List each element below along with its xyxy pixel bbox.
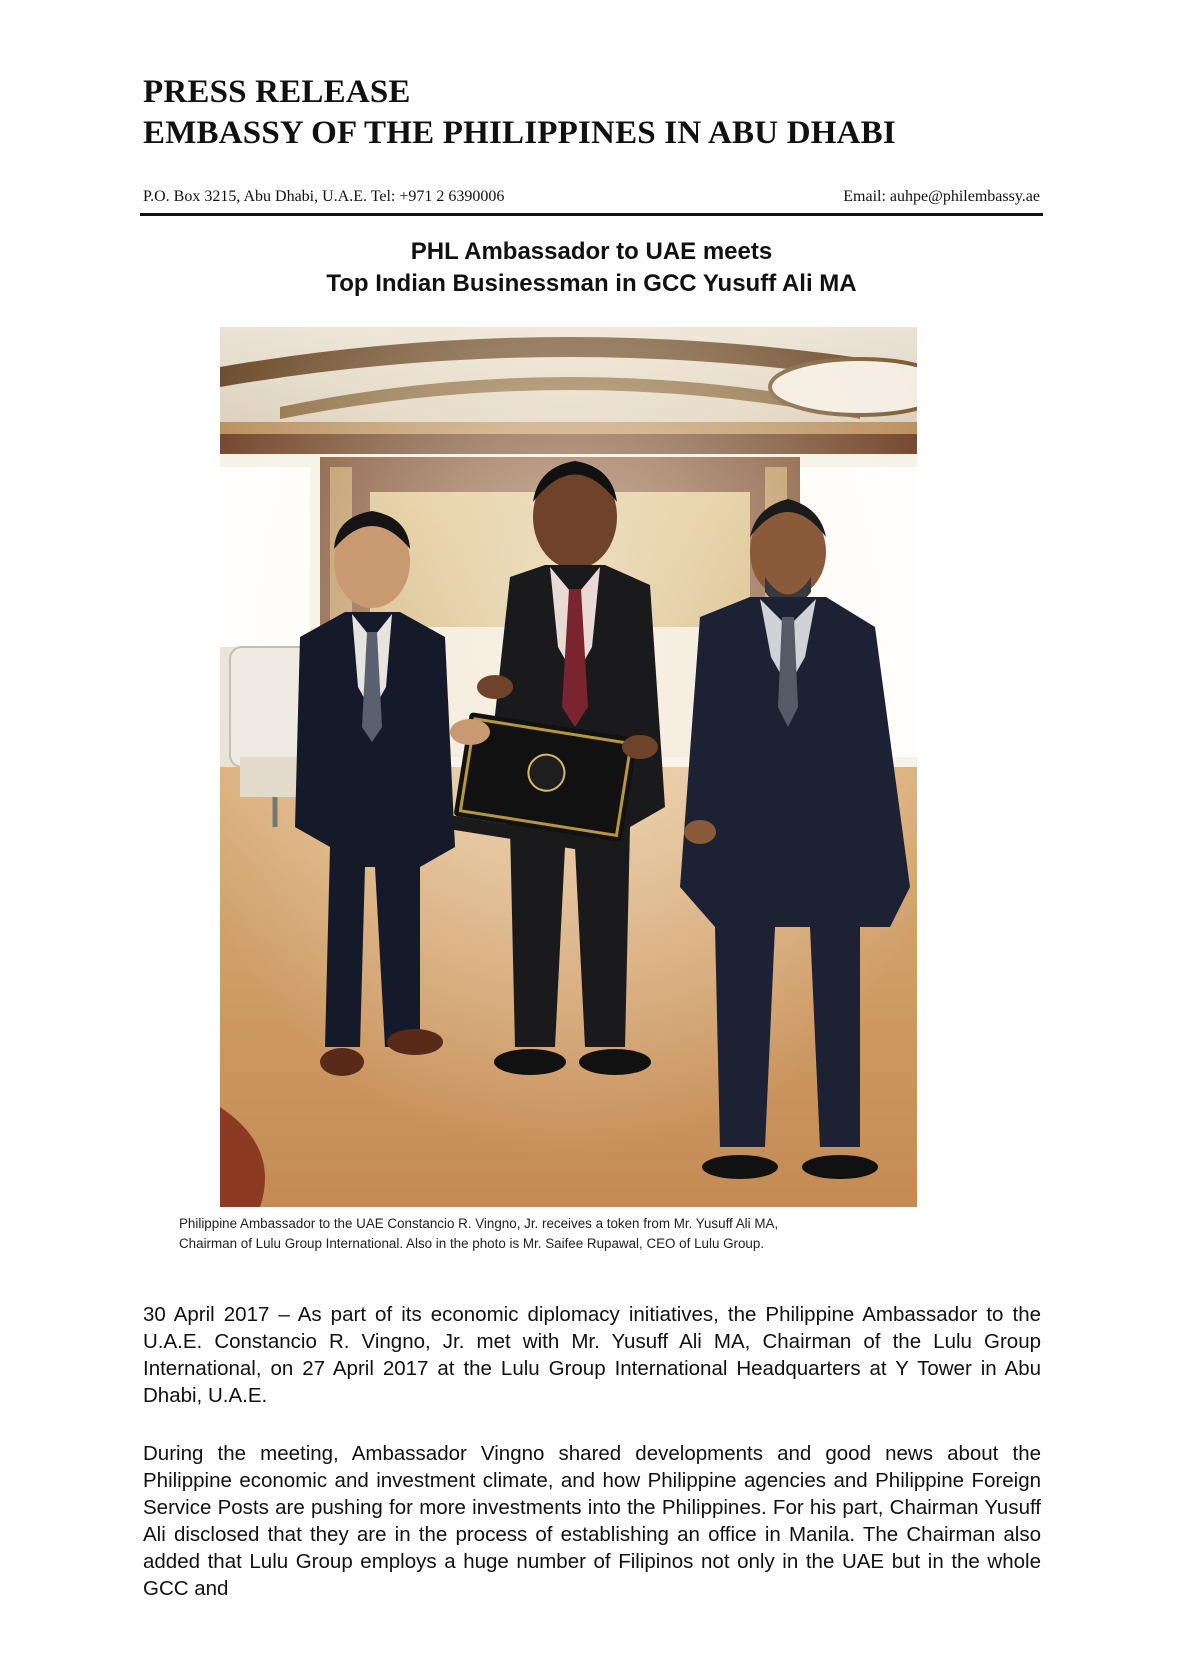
photo-caption-line-2: Chairman of Lulu Group International. Also in the photo is Mr. Saifee Rupawal, CEO of Lulu Group.	[179, 1236, 765, 1251]
embassy-email: Email: auhpe@philembassy.ae	[843, 188, 1040, 205]
embassy-address: P.O. Box 3215, Abu Dhabi, U.A.E. Tel: +971 2 6390006	[143, 188, 505, 205]
body-paragraph-2: During the meeting, Ambassador Vingno shared developments and good news about the Philippine economic and investment climate, and how Philippine agencies and Philippine Foreign Service Posts are pushing for more investments into the Philippines. For his part, Chairman Yusuff Ali disclosed that they are in the process of establishing an office in Manila. The Chairman also added that Lulu Group employs a huge number of Filipinos not only in the UAE but in the whole GCC and	[143, 1441, 1041, 1600]
photo-caption-line-1: Philippine Ambassador to the UAE Constancio R. Vingno, Jr. receives a token from Mr. Yusuff Ali MA,	[179, 1216, 779, 1231]
embassy-heading: EMBASSY OF THE PHILIPPINES IN ABU DHABI	[143, 115, 896, 151]
article-title-line-2: Top Indian Businessman in GCC Yusuff Ali MA	[326, 270, 857, 297]
body-paragraph-1: 30 April 2017 – As part of its economic diplomacy initiatives, the Philippine Ambassador to the U.A.E. Constancio R. Vingno, Jr. met with Mr. Yusuff Ali MA, Chairman of the Lulu Group International, on 27 April 2017 at the Lulu Group International Headquarters at Y Tower in Abu Dhabi, U.A.E.	[143, 1302, 1041, 1407]
press-release-heading: PRESS RELEASE	[143, 74, 411, 110]
header-divider	[140, 213, 1043, 216]
article-title-line-1: PHL Ambassador to UAE meets	[410, 238, 773, 265]
meeting-photo	[220, 327, 917, 1207]
